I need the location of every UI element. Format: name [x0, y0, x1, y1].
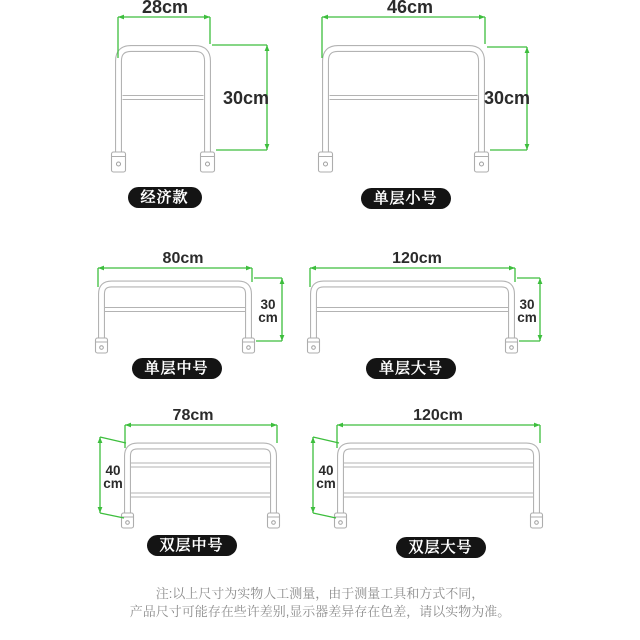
height-dimension-label: 40 cm: [316, 463, 336, 491]
note-line-1: 注:以上尺寸为实物人工测量，由于测量工具和方式不同，: [155, 586, 485, 601]
width-dimension-label: 46cm: [386, 0, 434, 17]
right-foot: [506, 338, 518, 353]
left-foot: [122, 513, 134, 528]
note-line-2: 产品尺寸可能存在些许差别,显示器差异存在色差，请以实物为准。: [129, 604, 511, 619]
height-dimension-label: 30 cm: [258, 297, 278, 325]
left-foot: [319, 152, 333, 172]
left-foot: [335, 513, 347, 528]
rack-frame-double-medium: [122, 446, 280, 528]
rack-frame-single-small: [319, 49, 489, 173]
model-label-pill: 双层大号: [395, 537, 485, 558]
model-label-pill: 单层小号: [360, 188, 450, 209]
left-foot: [96, 338, 108, 353]
rack-frame-single-medium: [96, 284, 255, 353]
measurement-disclaimer: [0, 585, 640, 621]
width-dimension-label: 120cm: [392, 250, 442, 267]
model-label-pill: 单层大号: [366, 358, 456, 379]
right-foot: [243, 338, 255, 353]
rack-frame-double-large: [335, 446, 543, 528]
width-dimension-label: 120cm: [413, 407, 463, 424]
model-label-pill: 单层中号: [131, 358, 221, 379]
height-dimension-label: 30 cm: [517, 297, 537, 325]
left-foot: [308, 338, 320, 353]
right-foot: [531, 513, 543, 528]
height-dimension-label: 30cm: [222, 88, 270, 108]
width-dimension-label: 78cm: [172, 407, 214, 424]
rack-frame-economy: [112, 49, 215, 173]
right-foot: [475, 152, 489, 172]
width-dimension-label: 80cm: [162, 250, 204, 267]
width-dimension-label: 28cm: [141, 0, 189, 17]
right-foot: [268, 513, 280, 528]
model-label-pill: 双层中号: [146, 535, 236, 556]
right-foot: [201, 152, 215, 172]
model-label-pill: 经济款: [127, 187, 201, 208]
rack-frame-single-large: [308, 284, 518, 353]
height-dimension-label: 40 cm: [103, 463, 123, 491]
height-dimension-label: 30cm: [483, 88, 531, 108]
left-foot: [112, 152, 126, 172]
